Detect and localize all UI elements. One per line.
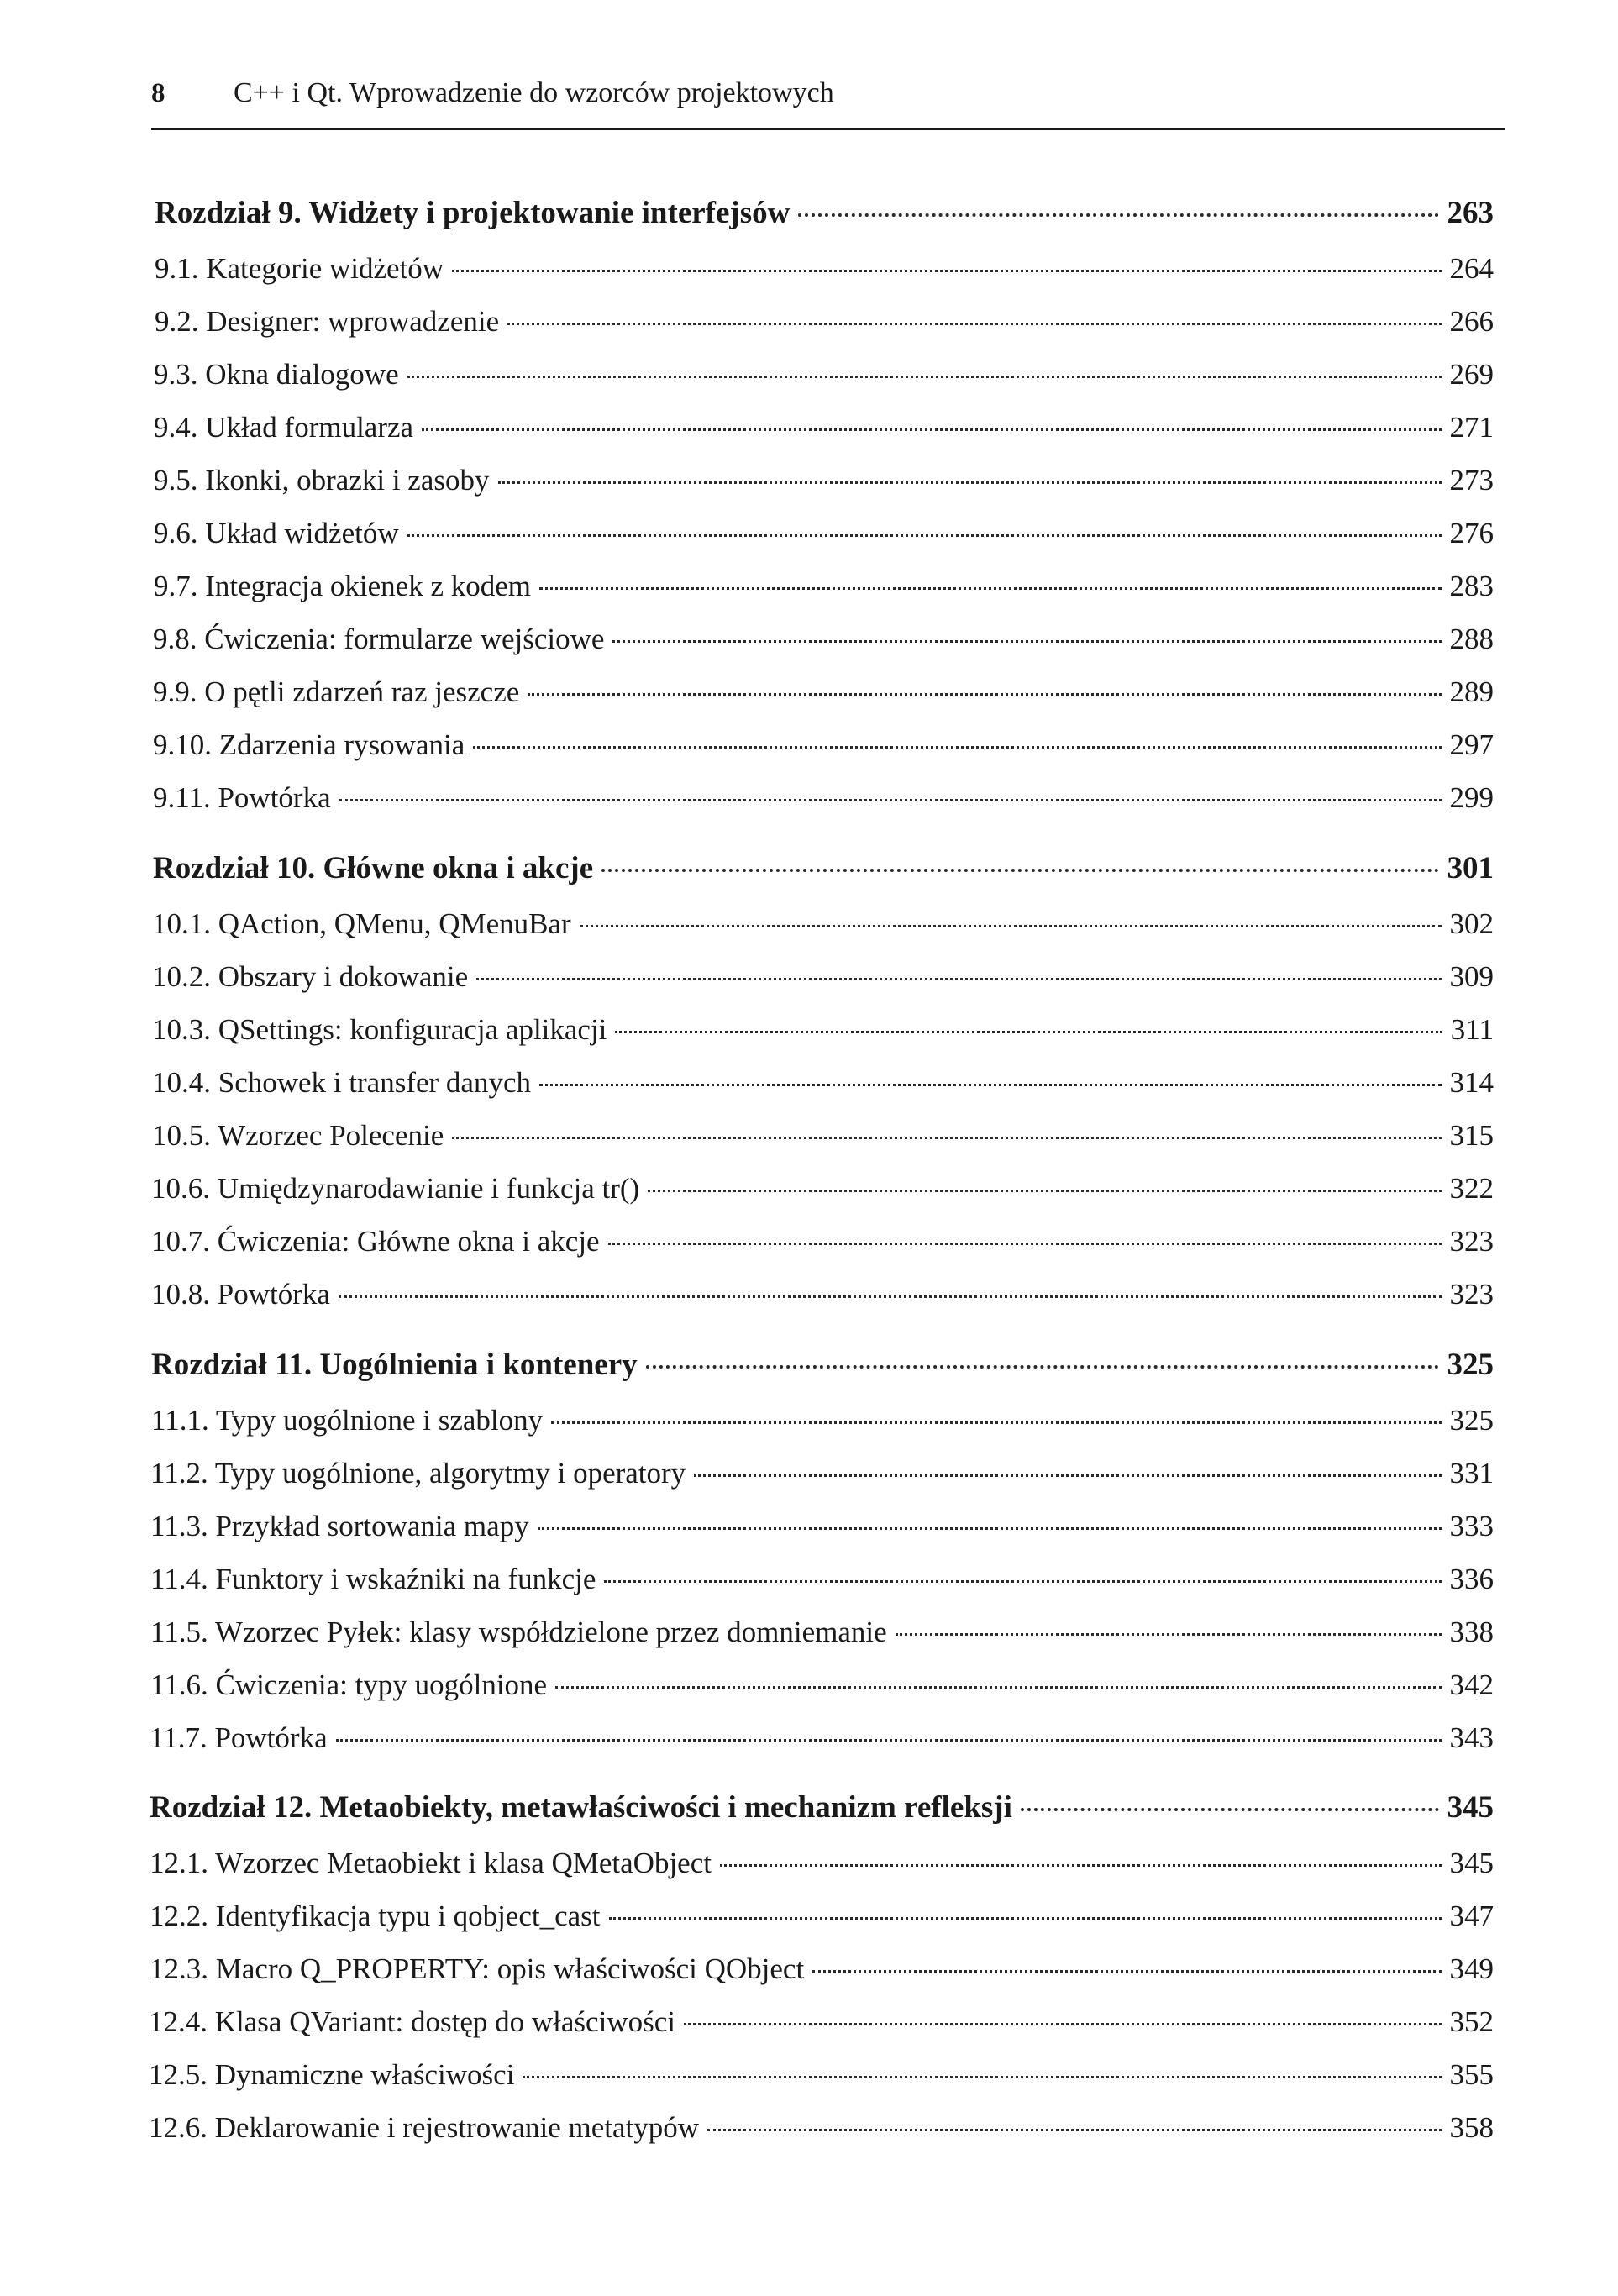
dot-leader — [1021, 1808, 1439, 1811]
toc-section-entry — [154, 358, 1494, 391]
toc-entry-title: 9.4. Układ formularza — [154, 411, 414, 444]
dot-leader — [684, 2023, 1442, 2025]
toc-entry-page-number: 288 — [1449, 623, 1494, 655]
toc-section-entry — [150, 1899, 1494, 1933]
toc-entry-page-number: 331 — [1449, 1457, 1494, 1490]
toc-entry-title: 10.4. Schowek i transfer danych — [152, 1066, 531, 1099]
toc-entry-page-number: 299 — [1449, 781, 1494, 814]
toc-section-entry — [154, 464, 1494, 497]
dot-leader — [648, 1190, 1441, 1192]
toc-entry-title: 10.2. Obszary i dokowanie — [152, 960, 469, 993]
toc-entry-page-number: 302 — [1449, 907, 1494, 940]
dot-leader — [707, 2129, 1441, 2131]
toc-entry-title: 9.9. O pętli zdarzeń raz jeszcze — [153, 675, 520, 708]
toc-entry-page-number: 338 — [1449, 1616, 1494, 1648]
toc-section-entry — [153, 728, 1494, 762]
toc-section-entry — [150, 1457, 1494, 1490]
toc-section-entry — [149, 2111, 1494, 2145]
toc-entry-title: 10.6. Umiędzynarodawianie i funkcja tr() — [151, 1172, 640, 1205]
toc-entry-title: Rozdział 11. Uogólnienia i kontenery — [151, 1348, 638, 1382]
toc-entry-title: 11.1. Typy uogólnione i szablony — [151, 1404, 544, 1437]
toc-entry-page-number: 263 — [1447, 196, 1494, 230]
toc-entry-title: 9.7. Integracja okienek z kodem — [154, 570, 531, 602]
toc-entry-page-number: 264 — [1449, 252, 1494, 285]
toc-entry-page-number: 358 — [1449, 2111, 1494, 2144]
dot-leader — [339, 799, 1442, 801]
toc-chapter-entry — [155, 195, 1494, 231]
dot-leader — [601, 869, 1438, 872]
dot-leader — [798, 213, 1438, 217]
toc-entry-title: 12.6. Deklarowanie i rejestrowanie metatypów — [149, 2111, 700, 2144]
toc-entry-title: 11.2. Typy uogólnione, algorytmy i operatory — [150, 1457, 686, 1490]
toc-section-entry — [153, 781, 1494, 815]
dot-leader — [452, 270, 1441, 272]
toc-entry-title: 10.5. Wzorzec Polecenie — [152, 1119, 444, 1152]
dot-leader — [896, 1633, 1442, 1636]
toc-entry-page-number: 345 — [1449, 1847, 1494, 1879]
toc-entry-page-number: 314 — [1449, 1066, 1494, 1099]
toc-entry-page-number: 315 — [1449, 1119, 1494, 1152]
toc-entry-page-number: 342 — [1449, 1668, 1494, 1701]
dot-leader — [612, 640, 1441, 643]
dot-leader — [538, 1527, 1442, 1530]
dot-leader — [646, 1365, 1439, 1369]
toc-entry-page-number: 297 — [1449, 728, 1494, 761]
running-head — [151, 77, 834, 109]
toc-entry-page-number: 276 — [1449, 517, 1494, 549]
toc-section-entry — [154, 411, 1494, 444]
toc-section-entry — [151, 1225, 1494, 1258]
page-number: 8 — [151, 78, 165, 108]
toc-section-entry — [154, 517, 1494, 550]
toc-entry-page-number: 347 — [1449, 1899, 1494, 1932]
dot-leader — [615, 1031, 1442, 1033]
toc-entry-page-number: 289 — [1449, 675, 1494, 708]
dot-leader — [812, 1970, 1441, 1973]
dot-leader — [339, 1295, 1442, 1298]
toc-entry-page-number: 336 — [1449, 1563, 1494, 1595]
toc-section-entry — [149, 2005, 1494, 2039]
dot-leader — [580, 925, 1442, 927]
toc-entry-page-number: 355 — [1449, 2058, 1494, 2091]
dot-leader — [551, 1421, 1441, 1424]
toc-entry-page-number: 325 — [1447, 1348, 1494, 1382]
toc-entry-page-number: 352 — [1449, 2005, 1494, 2038]
toc-entry-title: 9.11. Powtórka — [153, 781, 331, 814]
toc-entry-title: 9.1. Kategorie widżetów — [155, 252, 444, 285]
toc-section-entry — [150, 1616, 1494, 1649]
dot-leader — [498, 481, 1442, 484]
toc-entry-page-number: 323 — [1449, 1278, 1494, 1311]
toc-entry-page-number: 345 — [1447, 1790, 1494, 1825]
toc-entry-title: 9.6. Układ widżetów — [154, 517, 399, 549]
toc-entry-page-number: 301 — [1447, 851, 1494, 885]
toc-section-entry — [150, 1510, 1494, 1543]
dot-leader — [422, 428, 1441, 431]
toc-section-entry — [151, 1172, 1494, 1206]
dot-leader — [528, 693, 1441, 696]
toc-section-entry — [155, 252, 1494, 286]
toc-entry-title: 10.3. QSettings: konfiguracja aplikacji — [152, 1013, 607, 1046]
toc-section-entry — [152, 907, 1494, 941]
toc-section-entry — [152, 1119, 1494, 1153]
toc-chapter-entry — [151, 1347, 1494, 1383]
toc-entry-title: 11.6. Ćwiczenia: typy uogólnione — [150, 1668, 548, 1701]
toc-section-entry — [150, 1847, 1494, 1880]
toc-entry-title: 11.3. Przykład sortowania mapy — [150, 1510, 529, 1542]
toc-entry-title: 10.1. QAction, QMenu, QMenuBar — [152, 907, 571, 940]
dot-leader — [407, 376, 1442, 378]
book-title: C++ i Qt. Wprowadzenie do wzorców projektowych — [234, 77, 834, 108]
toc-chapter-entry — [150, 1789, 1494, 1826]
toc-entry-title: 10.8. Powtórka — [151, 1278, 330, 1311]
toc-section-entry — [149, 2058, 1494, 2092]
toc-entry-page-number: 271 — [1449, 411, 1494, 444]
toc-entry-title: Rozdział 9. Widżety i projektowanie interfejsów — [155, 196, 791, 230]
toc-entry-page-number: 322 — [1449, 1172, 1494, 1205]
dot-leader — [539, 1084, 1442, 1086]
toc-section-entry — [151, 1404, 1494, 1437]
dot-leader — [539, 587, 1442, 590]
toc-section-entry — [150, 1952, 1494, 1986]
dot-leader — [507, 323, 1441, 325]
dot-leader — [473, 746, 1441, 749]
dot-leader — [720, 1864, 1442, 1867]
dot-leader — [336, 1739, 1442, 1742]
toc-entry-page-number: 309 — [1449, 960, 1494, 993]
toc-section-entry — [154, 570, 1494, 603]
toc-entry-title: 9.5. Ikonki, obrazki i zasoby — [154, 464, 490, 497]
toc-entry-page-number: 273 — [1449, 464, 1494, 497]
toc-entry-page-number: 349 — [1449, 1952, 1494, 1985]
toc-entry-title: 12.2. Identyfikacja typu i qobject_cast — [150, 1899, 601, 1932]
dot-leader — [452, 1137, 1441, 1139]
toc-section-entry — [150, 1721, 1494, 1755]
toc-entry-title: 9.8. Ćwiczenia: formularze wejściowe — [153, 623, 605, 655]
toc-entry-title: 11.5. Wzorzec Pyłek: klasy współdzielone przez domniemanie — [150, 1616, 887, 1648]
toc-entry-title: 12.3. Macro Q_PROPERTY: opis właściwości QObject — [150, 1952, 805, 1985]
dot-leader — [608, 1243, 1442, 1245]
toc-entry-title: Rozdział 12. Metaobiekty, metawłaściwości i mechanizm refleksji — [150, 1790, 1012, 1825]
toc-entry-page-number: 269 — [1449, 358, 1494, 391]
toc-entry-title: 9.10. Zdarzenia rysowania — [153, 728, 465, 761]
dot-leader — [609, 1917, 1442, 1920]
toc-section-entry — [152, 1013, 1494, 1047]
toc-section-entry — [152, 1066, 1494, 1100]
toc-chapter-entry — [153, 850, 1494, 886]
toc-entry-title: 10.7. Ćwiczenia: Główne okna i akcje — [151, 1225, 600, 1258]
toc-entry-title: 11.4. Funktory i wskaźniki na funkcje — [150, 1563, 596, 1595]
toc-section-entry — [152, 960, 1494, 994]
toc-entry-title: 12.1. Wzorzec Metaobiekt i klasa QMetaObject — [150, 1847, 712, 1879]
dot-leader — [407, 534, 1442, 537]
toc-entry-title: 12.5. Dynamiczne właściwości — [149, 2058, 515, 2091]
toc-entry-title: Rozdział 10. Główne okna i akcje — [153, 851, 594, 885]
toc-entry-page-number: 283 — [1449, 570, 1494, 602]
toc-entry-page-number: 311 — [1450, 1013, 1494, 1046]
toc-entry-title: 9.3. Okna dialogowe — [154, 358, 399, 391]
dot-leader — [476, 978, 1441, 980]
toc-entry-page-number: 343 — [1449, 1721, 1494, 1754]
dot-leader — [694, 1474, 1441, 1477]
toc-section-entry — [155, 305, 1494, 339]
toc-entry-page-number: 323 — [1449, 1225, 1494, 1258]
toc-entry-title: 11.7. Powtórka — [150, 1721, 328, 1754]
toc-section-entry — [150, 1668, 1494, 1702]
toc-entry-page-number: 266 — [1449, 305, 1494, 338]
toc-entry-title: 9.2. Designer: wprowadzenie — [155, 305, 500, 338]
toc-entry-page-number: 325 — [1449, 1404, 1494, 1437]
toc-section-entry — [153, 623, 1494, 656]
dot-leader — [523, 2076, 1441, 2078]
toc-entry-title: 12.4. Klasa QVariant: dostęp do właściwości — [149, 2005, 675, 2038]
dot-leader — [604, 1580, 1441, 1583]
toc-section-entry — [150, 1563, 1494, 1596]
toc-section-entry — [151, 1278, 1494, 1311]
dot-leader — [555, 1686, 1441, 1689]
toc-entry-page-number: 333 — [1449, 1510, 1494, 1542]
header-rule — [151, 128, 1505, 130]
toc-section-entry — [153, 675, 1494, 709]
